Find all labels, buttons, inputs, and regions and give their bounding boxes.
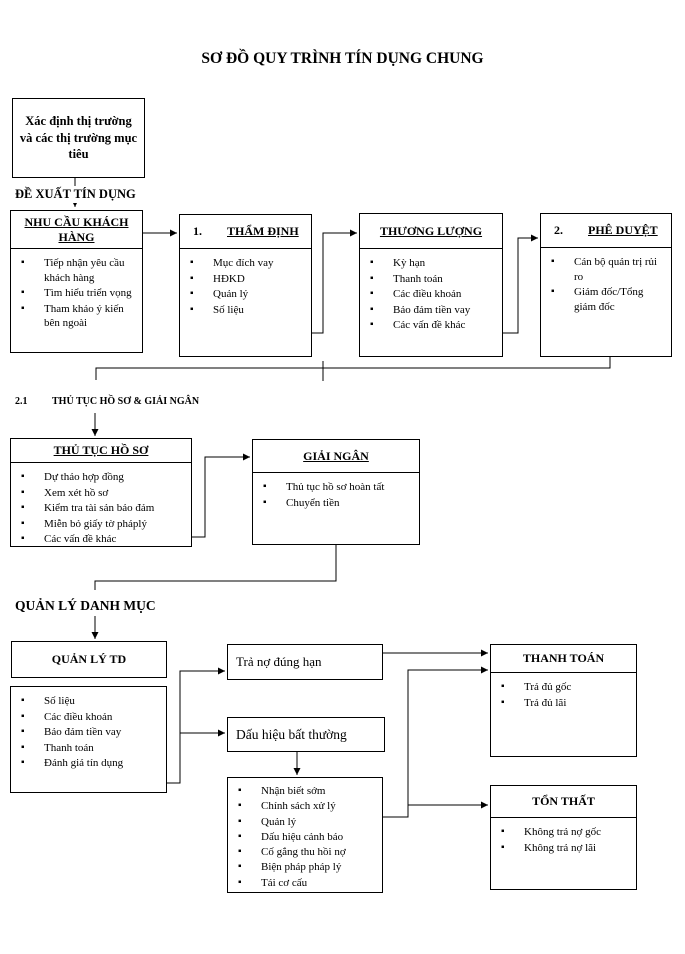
bullet-item: ▪ Bảo đảm tiền vay (393, 303, 498, 318)
credit-management-title: QUẢN LÝ TD (51, 652, 127, 666)
ontime-repayment-label: Trả nợ đúng hạn (236, 654, 322, 669)
bullet-item: ▪ Kiểm tra tài sản bảo đảm (44, 501, 187, 516)
bullet-item: ▪ Thủ tục hồ sơ hoàn tất (286, 480, 415, 495)
bullet-item: ▪ Bảo đảm tiền vay (44, 725, 162, 740)
bullet-item: ▪ Số liệu (213, 303, 307, 318)
market-identification-text: Xác định thị trường và các thị trường mục tiêu (19, 113, 138, 162)
bullet-item: ▪ Các vấn đề khác (44, 532, 187, 547)
bullet-item: ▪ Trả đủ lãi (524, 696, 632, 711)
disbursement-title: GIẢI NGÂN (253, 440, 419, 473)
procedures-section-number: 2.1 (15, 396, 28, 407)
arrow-documentation-to-disbursement (192, 457, 250, 537)
section-label-portfolio-management: QUẢN LÝ DANH MỤC (15, 597, 159, 615)
loss-list (491, 825, 634, 855)
warning-signs-label: Dấu hiệu bất thường (236, 726, 347, 742)
loss-title: TỔN THẤT (491, 786, 636, 818)
bullet-item: ▪ Trả đủ gốc (524, 680, 632, 695)
bullet-item: ▪ Giám đốc/Tổng giám đốc (574, 285, 667, 314)
bullet-item: ▪ Tái cơ cấu (261, 876, 378, 890)
bullet-item: ▪ Số liệu (44, 694, 162, 709)
negotiation-list (360, 256, 500, 333)
loss-box (490, 785, 637, 890)
negotiation-box (359, 213, 503, 357)
bullet-item: ▪ Các điều khoản (393, 287, 498, 302)
payment-list (491, 680, 634, 710)
section-label-procedures (15, 395, 202, 408)
approval-box (540, 213, 672, 357)
bullet-item: ▪ Đánh giá tín dụng (44, 756, 162, 771)
customer-needs-title: NHU CẦU KHÁCH HÀNG (11, 211, 142, 249)
bullet-item: ▪ Chính sách xử lý (261, 799, 378, 813)
credit-management-box (11, 641, 167, 678)
bullet-item: ▪ HĐKD (213, 272, 307, 287)
procedures-section-text: THỦ TỤC HỒ SƠ & GIẢI NGÂN (52, 396, 200, 407)
payment-title: THANH TOÁN (491, 645, 636, 673)
bullet-item: ▪ Không trả nợ gốc (524, 825, 632, 840)
bullet-item: ▪ Tìm hiểu triển vọng (44, 286, 138, 301)
bullet-item: ▪ Thanh toán (44, 741, 162, 756)
bullet-item: ▪ Miễn bỏ giấy tờ pháplý (44, 517, 187, 532)
bullet-item: ▪ Quản lý (213, 287, 307, 302)
warning-details-list (228, 784, 380, 890)
bullet-item: ▪ Cán bộ quản trị rủi ro (574, 255, 667, 284)
bullet-item: ▪ Kỳ hạn (393, 256, 498, 271)
customer-needs-list (11, 256, 140, 331)
bullet-item: ▪ Các vấn đề khác (393, 318, 498, 333)
negotiation-title: THƯƠNG LƯỢNG (360, 214, 502, 249)
bullet-item: ▪ Chuyển tiền (286, 496, 415, 511)
credit-management-details-box (10, 686, 167, 793)
bullet-item: ▪ Nhận biết sớm (261, 784, 378, 798)
bullet-item: ▪ Biện pháp pháp lý (261, 860, 378, 874)
bullet-item: ▪ Không trả nợ lãi (524, 841, 632, 856)
disbursement-list (253, 480, 417, 510)
warning-details-box (227, 777, 383, 893)
approval-title: 2. PHÊ DUYỆT (541, 214, 671, 248)
market-identification-box (12, 98, 145, 178)
arrow-details-to-payment (383, 670, 488, 817)
documentation-title: THỦ TỤC HỒ SƠ (11, 439, 191, 463)
appraisal-list (180, 256, 309, 317)
bullet-item: ▪ Tham khảo ý kiến bên ngoài (44, 302, 138, 331)
bullet-item: ▪ Dự thảo hợp đồng (44, 470, 187, 485)
documentation-list (11, 470, 189, 547)
bullet-item: ▪ Mục đích vay (213, 256, 307, 271)
approval-list (541, 255, 669, 314)
credit-management-list (11, 694, 164, 771)
appraisal-number: 1. (193, 224, 202, 238)
arrow-appraisal-to-negotiation (312, 233, 357, 333)
connector-disbursement-down (95, 545, 336, 590)
approval-number: 2. (554, 223, 563, 237)
disbursement-box (252, 439, 420, 545)
bullet-item: ▪ Quản lý (261, 815, 378, 829)
arrow-management-to-ontime (167, 671, 225, 783)
section-label-credit-proposal: ĐỀ XUẤT TÍN DỤNG (15, 186, 139, 203)
appraisal-box (179, 214, 312, 357)
arrow-negotiation-to-approval (503, 238, 538, 333)
bullet-item: ▪ Thanh toán (393, 272, 498, 287)
documentation-box (10, 438, 192, 547)
bullet-item: ▪ Cố gắng thu hồi nợ (261, 845, 378, 859)
warning-signs-box (227, 717, 385, 752)
appraisal-title: 1. THẨM ĐỊNH (180, 215, 311, 249)
payment-box (490, 644, 637, 757)
bullet-item: ▪ Xem xét hồ sơ (44, 486, 187, 501)
bullet-item: ▪ Dấu hiệu cảnh báo (261, 830, 378, 844)
bullet-item: ▪ Tiếp nhận yêu cầu khách hàng (44, 256, 138, 285)
bullet-item: ▪ Các điều khoản (44, 710, 162, 725)
ontime-repayment-box (227, 644, 383, 680)
page-title: SƠ ĐỒ QUY TRÌNH TÍN DỤNG CHUNG (201, 50, 484, 67)
connector-approval-down (96, 357, 610, 380)
customer-needs-box (10, 210, 143, 353)
